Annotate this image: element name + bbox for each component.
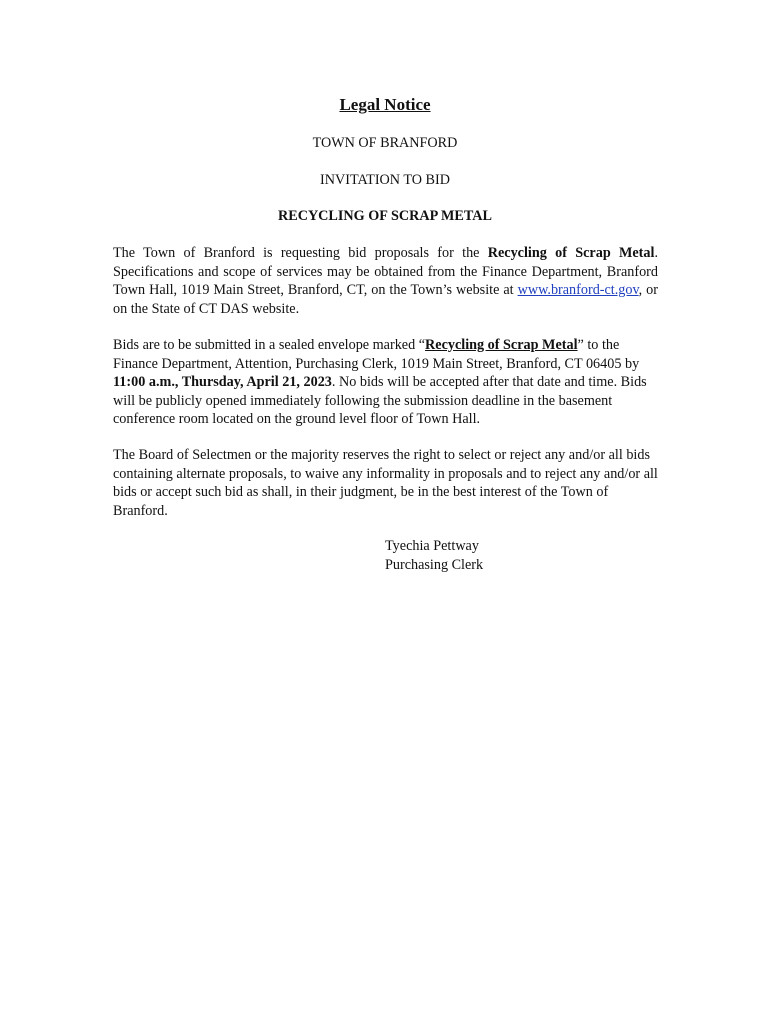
signature-block <box>385 537 635 574</box>
notice-title: Legal Notice <box>339 95 431 114</box>
signer-name: Tyechia Pettway <box>385 538 479 554</box>
signer-role: Purchasing Clerk <box>385 556 484 573</box>
bid-subject: RECYCLING OF SCRAP METAL <box>277 208 492 224</box>
paragraph-request <box>113 244 658 318</box>
invitation-heading: INVITATION TO BID <box>320 172 450 188</box>
paragraph-submission <box>113 336 658 429</box>
envelope-marking-bold: Recycling of Scrap Metal <box>425 337 578 353</box>
deadline-bold: 11:00 a.m., Thursday, April 21, 2023 <box>113 374 332 390</box>
paragraph-request-text-a: The Town of Branford is requesting bid proposals for the <box>113 245 488 261</box>
town-website-link[interactable]: www.branford-ct.gov <box>517 282 639 298</box>
town-name: TOWN OF BRANFORD <box>312 135 458 151</box>
paragraph-request-text-b: . Specifications and scope of services may be obtained from the Finance Department, Branford Town Hall, 1019 Main Street, Branford, CT, on the Town’s website at <box>113 245 658 298</box>
paragraph-reservation: The Board of Selectmen or the majority reserves the right to select or reject any and/or all bids containing alternate proposals, to waive any informality in proposals and to reject any and/or all bids or accept such bid as shall, in their judgment, be in the best interest of the Town of Branford. <box>113 447 658 519</box>
project-name-bold: Recycling of Scrap Metal <box>487 245 655 261</box>
paragraph-submission-text-a: Bids are to be submitted in a sealed envelope marked “ <box>113 337 426 353</box>
paragraph-submission-text-c: . No bids will be accepted after that date and time. Bids will be publicly opened immediately following the submission deadline in the basement conference room located on the ground level floor of Town Hall. <box>113 374 647 427</box>
paragraph-submission-text-b: ” to the Finance Department, Attention, Purchasing Clerk, 1019 Main Street, Branford, CT 06405 by <box>113 337 640 372</box>
paragraph-request-text-c: , or on the State of CT DAS website. <box>113 282 658 317</box>
